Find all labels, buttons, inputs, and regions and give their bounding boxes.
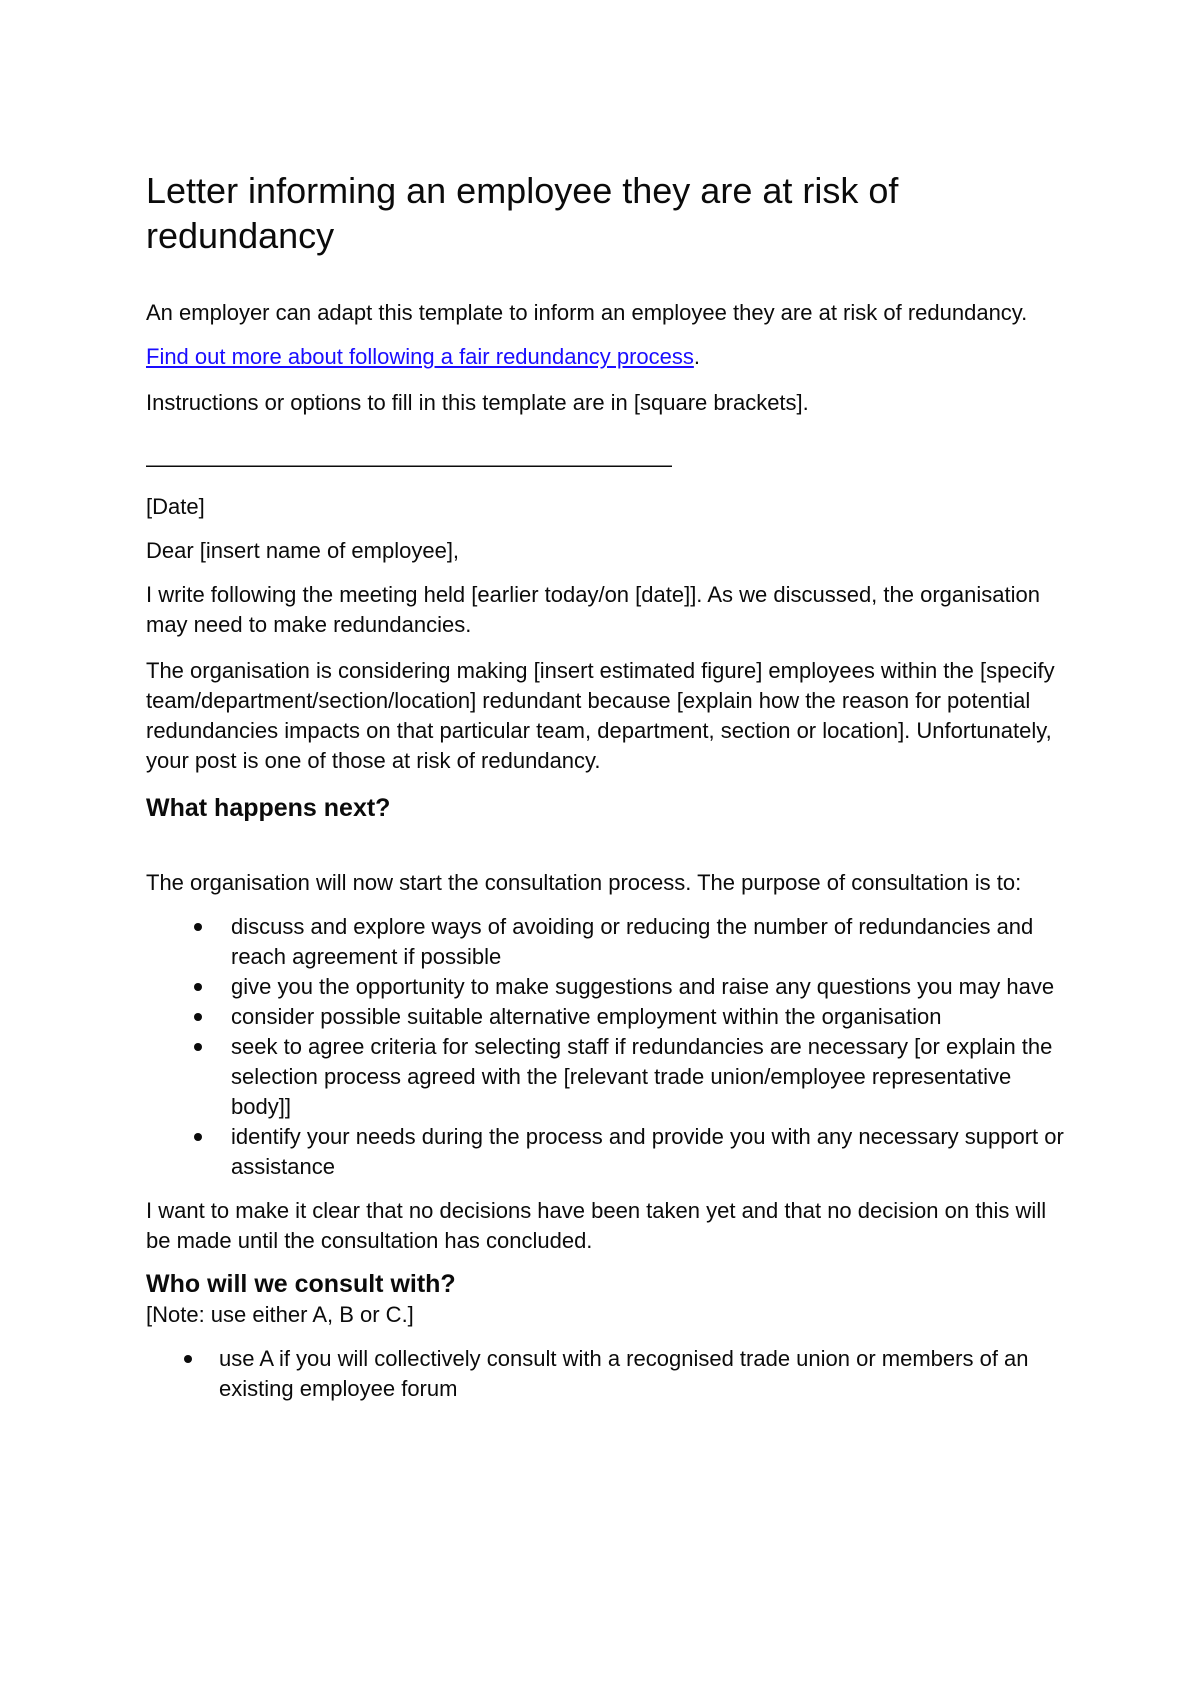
bullet-icon <box>194 923 202 931</box>
list-item <box>146 1344 1066 1404</box>
fair-redundancy-process-link[interactable]: Find out more about following a fair redundancy process <box>146 344 694 369</box>
bullet-icon <box>194 983 202 991</box>
list-item-text: seek to agree criteria for selecting staff if redundancies are necessary [or explain the selection process agreed with the [relevant trade union/employee representative body]] <box>231 1034 1053 1119</box>
heading-what-happens-next: What happens next? <box>146 794 391 822</box>
heading-who-will-we-consult: Who will we consult with? <box>146 1270 456 1298</box>
page-title: Letter informing an employee they are at risk of redundancy <box>146 170 899 256</box>
bullet-icon <box>194 1013 202 1021</box>
date-placeholder: [Date] <box>146 494 205 519</box>
consultation-intro: The organisation will now start the consultation process. The purpose of consultation is to: <box>146 870 1022 895</box>
divider-rule: ————————————————————————— <box>146 452 671 477</box>
bullet-icon <box>194 1043 202 1051</box>
bullet-icon <box>194 1133 202 1141</box>
paragraph-no-decision: I want to make it clear that no decisions have been taken yet and that no decision on this will be made until the consultation has concluded. <box>146 1198 1047 1253</box>
list-item <box>146 1002 1066 1032</box>
instructions-text: Instructions or options to fill in this template are in [square brackets]. <box>146 390 809 415</box>
list-item <box>146 972 1066 1002</box>
list-item <box>146 1122 1066 1182</box>
link-suffix: . <box>693 344 700 369</box>
list-item-text: give you the opportunity to make suggestions and raise any questions you may have <box>231 974 1055 999</box>
list-item-text: consider possible suitable alternative employment within the organisation <box>231 1004 942 1029</box>
list-item-text: identify your needs during the process and provide you with any necessary support or assistance <box>231 1124 1064 1179</box>
note-text: [Note: use either A, B or C.] <box>146 1302 414 1327</box>
letter-content <box>146 168 1066 1404</box>
intro-text: An employer can adapt this template to inform an employee they are at risk of redundancy. <box>146 300 1028 325</box>
list-item-text: discuss and explore ways of avoiding or reducing the number of redundancies and reach agreement if possible <box>231 914 1034 969</box>
list-item <box>146 912 1066 972</box>
paragraph-meeting: I write following the meeting held [earlier today/on [date]]. As we discussed, the organisation may need to make redundancies. <box>146 582 1040 637</box>
list-item <box>146 1032 1066 1122</box>
salutation: Dear [insert name of employee], <box>146 538 460 563</box>
consultation-purpose-list <box>146 912 1066 1182</box>
list-item-text: use A if you will collectively consult with a recognised trade union or members of an existing employee forum <box>219 1346 1029 1401</box>
link-line <box>146 342 1066 372</box>
paragraph-at-risk: The organisation is considering making [insert estimated figure] employees within the [specify team/department/section/location] redundant because [explain how the reason for potential redundancies impacts on that particular team, department, section or location]. Unfortunately, your post is one of those at risk of redundancy. <box>146 658 1055 773</box>
consultation-options-list <box>146 1344 1066 1404</box>
bullet-icon <box>184 1355 192 1363</box>
